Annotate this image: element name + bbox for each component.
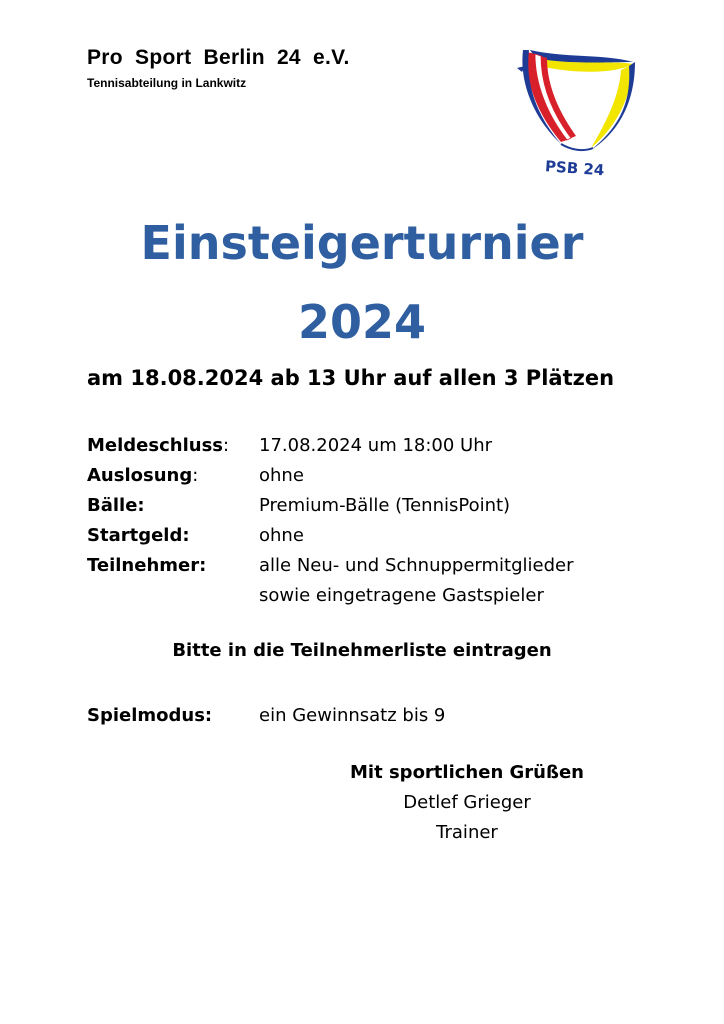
details-list — [87, 431, 574, 611]
detail-row — [87, 521, 574, 551]
detail-value: ohne — [259, 465, 304, 486]
game-mode-row — [87, 701, 445, 731]
detail-label-suffix: : — [192, 465, 199, 486]
detail-label: Startgeld: — [87, 525, 190, 546]
detail-value: alle Neu- und Schnuppermitglieder — [259, 555, 574, 576]
club-logo — [505, 40, 640, 180]
org-subtitle: Tennisabteilung in Lankwitz — [87, 76, 247, 90]
logo-text: PSB 24 — [544, 157, 605, 180]
closing-name: Detlef Grieger — [403, 792, 531, 813]
detail-value: sowie eingetragene Gastspieler — [259, 585, 544, 606]
detail-label: Meldeschluss — [87, 435, 223, 456]
page-title-year: 2024 — [297, 295, 427, 349]
detail-value: 17.08.2024 um 18:00 Uhr — [259, 435, 493, 456]
detail-label: Bälle: — [87, 495, 145, 516]
event-date: am 18.08.2024 ab 13 Uhr auf allen 3 Plätzen — [87, 366, 615, 390]
detail-value: ohne — [259, 525, 304, 546]
org-name: Pro Sport Berlin 24 e.V. — [87, 46, 350, 69]
club-logo-graphic — [505, 40, 640, 180]
detail-value: Premium-Bälle (TennisPoint) — [259, 495, 511, 516]
detail-row — [87, 551, 574, 581]
closing-greeting: Mit sportlichen Grüßen — [350, 762, 584, 783]
detail-label-suffix: : — [223, 435, 230, 456]
detail-label: Auslosung — [87, 465, 193, 486]
detail-row — [87, 431, 574, 461]
registration-note: Bitte in die Teilnehmerliste eintragen — [172, 640, 552, 661]
detail-row — [87, 461, 574, 491]
closing-role: Trainer — [436, 822, 498, 843]
game-mode-label: Spielmodus: — [87, 705, 213, 726]
detail-row — [87, 491, 574, 521]
detail-row — [87, 581, 574, 611]
closing-block — [344, 758, 590, 848]
game-mode-value: ein Gewinnsatz bis 9 — [259, 705, 446, 726]
page-title: Einsteigerturnier — [140, 216, 584, 270]
detail-label: Teilnehmer: — [87, 555, 207, 576]
